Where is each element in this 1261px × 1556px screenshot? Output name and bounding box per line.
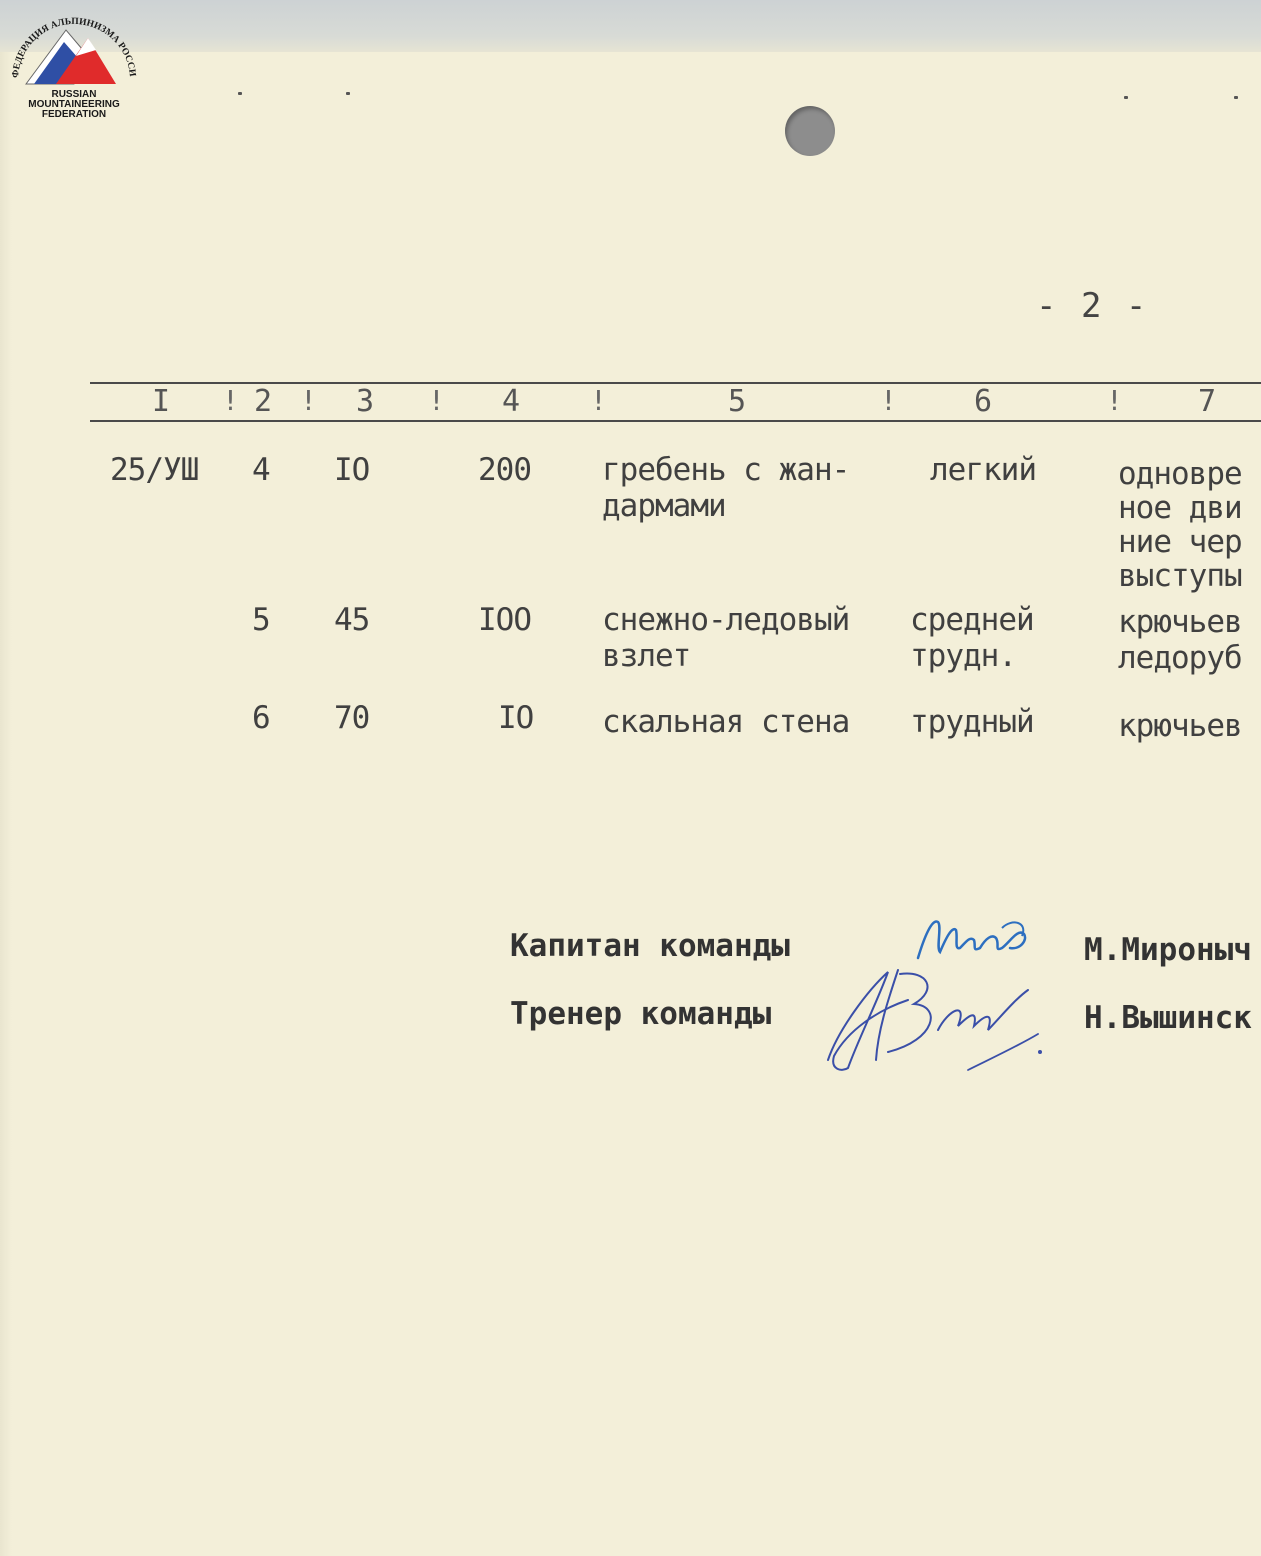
federation-logo <box>4 10 140 120</box>
captain-label: Капитан команды <box>510 928 790 964</box>
table-cell-difficulty: средней <box>910 602 1034 638</box>
table-cell-terrain: дармами <box>602 488 726 524</box>
logo-line-1: RUSSIAN <box>51 89 97 100</box>
column-header-5: 5 <box>728 384 747 419</box>
table-cell-angle: 70 <box>334 700 370 736</box>
coach-name: Н.Вышинск <box>1084 1000 1252 1036</box>
column-separator: ! <box>428 384 445 417</box>
table-cell-angle: IO <box>334 452 370 488</box>
table-cell-belay: крючьев <box>1118 708 1242 744</box>
table-cell-length: IOO <box>478 602 531 638</box>
coach-label: Тренер команды <box>510 996 772 1032</box>
logo-mountain-icon <box>4 10 144 90</box>
table-cell-belay: ние чер <box>1118 524 1242 560</box>
column-header-2: 2 <box>254 384 273 419</box>
table-cell-belay: одновре <box>1118 456 1242 492</box>
table-cell-terrain: взлет <box>602 638 691 674</box>
page-number: - 2 - <box>1036 286 1149 326</box>
table-cell-terrain: скальная стена <box>602 704 850 740</box>
logo-line-3: FEDERATION <box>41 109 107 120</box>
table-cell-belay: ледоруб <box>1118 640 1242 676</box>
table-cell-terrain: снежно-ледовый <box>602 602 850 638</box>
table-cell-length: IO <box>498 700 534 736</box>
column-separator: ! <box>590 384 607 417</box>
table-cell-difficulty: трудный <box>910 704 1034 740</box>
scan-speck <box>1124 96 1128 99</box>
scan-speck <box>1234 96 1238 99</box>
table-header-rule-bottom <box>90 420 1261 422</box>
captain-name: М.Мироныч <box>1084 932 1252 968</box>
column-header-3: 3 <box>356 384 375 419</box>
table-cell-belay: крючьев <box>1118 604 1242 640</box>
column-separator: ! <box>300 384 317 417</box>
column-separator: ! <box>222 384 239 417</box>
column-header-4: 4 <box>502 384 521 419</box>
punch-hole <box>785 106 835 156</box>
table-cell-length: 200 <box>478 452 531 488</box>
table-cell-section: 4 <box>252 452 270 488</box>
table-cell-belay: выступы <box>1118 558 1242 594</box>
scan-speck <box>238 92 242 95</box>
table-cell-date: 25/УШ <box>110 452 199 488</box>
table-cell-difficulty: легкий <box>930 452 1036 488</box>
column-header-7: 7 <box>1198 384 1217 419</box>
column-header-6: 6 <box>974 384 993 419</box>
table-cell-section: 5 <box>252 602 270 638</box>
captain-signature-icon <box>910 908 1040 968</box>
logo-arc-text: ФЕДЕРАЦИЯ АЛЬПИНИЗМА РОССИ <box>10 16 137 79</box>
table-cell-belay: ное дви <box>1118 490 1242 526</box>
column-separator: ! <box>1106 384 1123 417</box>
table-cell-angle: 45 <box>334 602 370 638</box>
table-cell-section: 6 <box>252 700 270 736</box>
coach-signature-icon <box>818 960 1058 1080</box>
scan-top-band <box>0 0 1261 52</box>
table-cell-terrain: гребень с жан- <box>602 452 850 488</box>
column-header-1: I <box>152 384 171 419</box>
table-cell-difficulty: трудн. <box>910 638 1016 674</box>
scan-speck <box>346 92 350 95</box>
logo-line-2: MOUNTAINEERING <box>28 99 120 110</box>
column-separator: ! <box>880 384 897 417</box>
scan-left-edge <box>0 52 12 1556</box>
